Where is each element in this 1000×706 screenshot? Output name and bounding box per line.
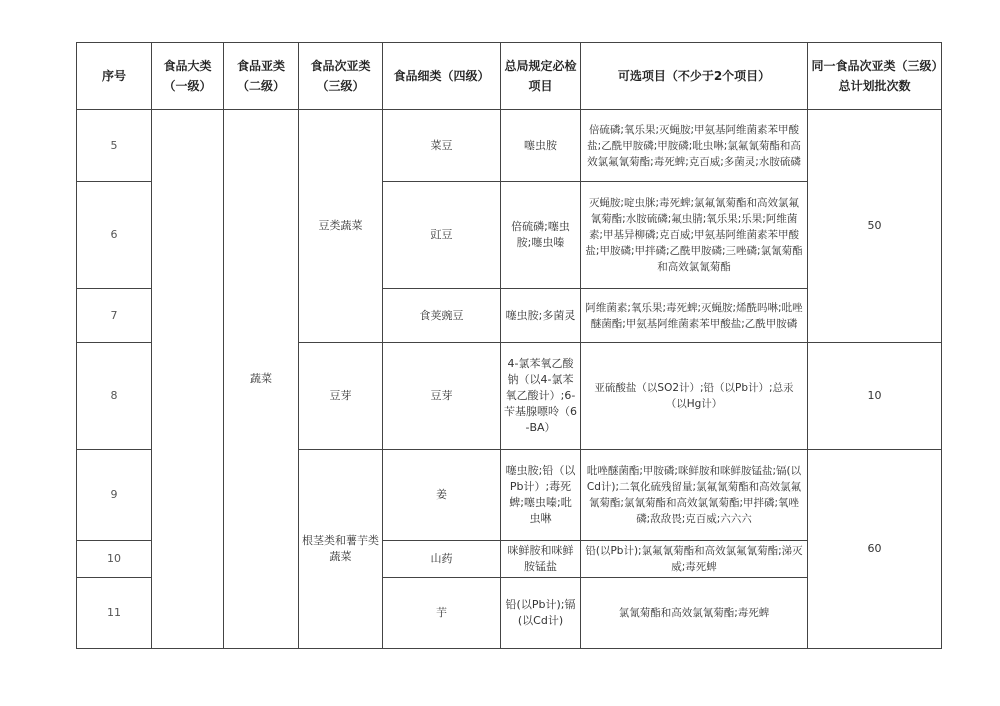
row-seq: 10 (77, 541, 152, 578)
row-seq: 7 (77, 289, 152, 343)
row-seq: 5 (77, 110, 152, 182)
row-seq: 8 (77, 343, 152, 450)
header-cat4: 食品细类（四级） (383, 43, 501, 110)
row-cat4: 菜豆 (383, 110, 501, 182)
row-required: 咪鲜胺和咪鲜胺锰盐 (501, 541, 581, 578)
row-required: 倍硫磷;噻虫胺;噻虫嗪 (501, 182, 581, 289)
row-cat4: 食荚豌豆 (383, 289, 501, 343)
cat3-root: 根茎类和薯芋类蔬菜 (299, 450, 383, 649)
cat3-sprout: 豆芽 (299, 343, 383, 450)
header-seq: 序号 (77, 43, 152, 110)
batches-legume: 50 (808, 110, 942, 343)
row-seq: 11 (77, 578, 152, 649)
header-batches: 同一食品次亚类（三级）总计划批次数 (808, 43, 942, 110)
row-cat4: 姜 (383, 450, 501, 541)
sampling-plan-table (76, 42, 942, 649)
batches-sprout: 10 (808, 343, 942, 450)
row-optional: 亚硫酸盐（以SO2计）;铅（以Pb计）;总汞（以Hg计） (581, 343, 808, 450)
row-cat4: 豇豆 (383, 182, 501, 289)
batches-root: 60 (808, 450, 942, 649)
row-cat4: 芋 (383, 578, 501, 649)
header-row (77, 43, 942, 110)
row-cat4: 山药 (383, 541, 501, 578)
header-cat1: 食品大类（一级） (152, 43, 224, 110)
row-required: 噻虫胺;多菌灵 (501, 289, 581, 343)
cat3-legume: 豆类蔬菜 (299, 110, 383, 343)
row-seq: 9 (77, 450, 152, 541)
row-optional: 氯氰菊酯和高效氯氰菊酯;毒死蜱 (581, 578, 808, 649)
row-optional: 倍硫磷;氧乐果;灭蝇胺;甲氨基阿维菌素苯甲酸盐;乙酰甲胺磷;甲胺磷;吡虫啉;氯氟氰菊酯和高效氯氟氰菊酯;毒死蜱;克百威;多菌灵;水胺硫磷 (581, 110, 808, 182)
row-optional: 灭蝇胺;啶虫脒;毒死蜱;氯氟氰菊酯和高效氯氟氰菊酯;水胺硫磷;氟虫腈;氧乐果;乐果;阿维菌素;甲基异柳磷;克百威;甲氨基阿维菌素苯甲酸盐;甲胺磷;甲拌磷;乙酰甲胺磷;三唑磷;氯氰菊酯和高效氯氰菊酯 (581, 182, 808, 289)
row-required: 噻虫胺 (501, 110, 581, 182)
row-seq: 6 (77, 182, 152, 289)
header-required: 总局规定必检项目 (501, 43, 581, 110)
header-optional: 可选项目（不少于2个项目） (581, 43, 808, 110)
cat2-cell: 蔬菜 (224, 110, 299, 649)
row-required: 铅(以Pb计);镉(以Cd计) (501, 578, 581, 649)
row-optional: 铅(以Pb计);氯氟氰菊酯和高效氯氟氰菊酯;涕灭威;毒死蜱 (581, 541, 808, 578)
row-optional: 吡唑醚菌酯;甲胺磷;咪鲜胺和咪鲜胺锰盐;镉(以Cd计);二氧化硫残留量;氯氟氰菊酯和高效氯氟氰菊酯;氯氰菊酯和高效氯氰菊酯;甲拌磷;氧唑磷;敌敌畏;克百威;六六六 (581, 450, 808, 541)
header-cat2: 食品亚类（二级） (224, 43, 299, 110)
cat1-cell (152, 110, 224, 649)
row-required: 4-氯苯氧乙酸钠（以4-氯苯氧乙酸计）;6-苄基腺嘌呤（6-BA） (501, 343, 581, 450)
row-optional: 阿维菌素;氧乐果;毒死蜱;灭蝇胺;烯酰吗啉;吡唑醚菌酯;甲氨基阿维菌素苯甲酸盐;乙酰甲胺磷 (581, 289, 808, 343)
row-required: 噻虫胺;铅（以Pb计）;毒死蜱;噻虫嗪;吡虫啉 (501, 450, 581, 541)
header-cat3: 食品次亚类（三级） (299, 43, 383, 110)
table-row (77, 110, 942, 182)
row-cat4: 豆芽 (383, 343, 501, 450)
